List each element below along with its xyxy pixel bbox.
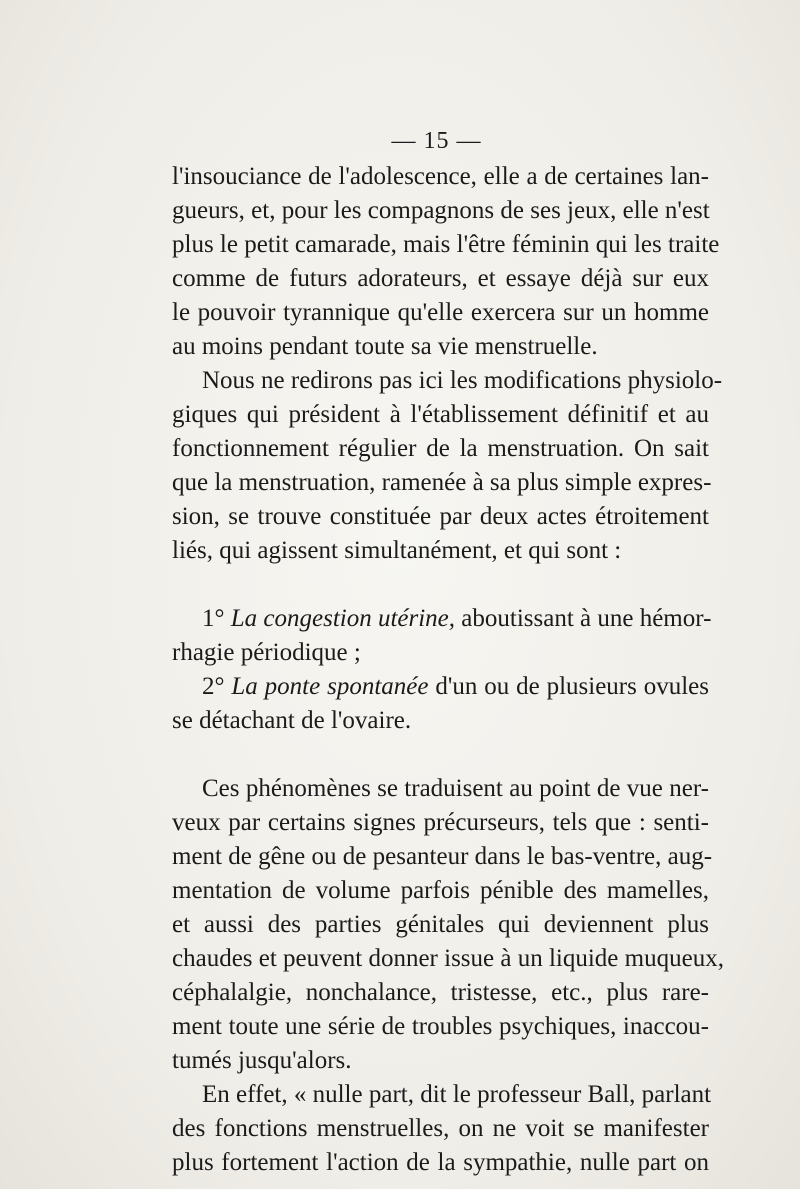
list-text: aboutissant à une hémor- bbox=[461, 605, 712, 632]
text-line: fonctionnement régulier de la menstruation. On sait bbox=[172, 435, 709, 462]
page-number: — 15 — bbox=[391, 128, 482, 154]
text-line: giques qui président à l'établissement définitif et au bbox=[172, 401, 709, 428]
list-term: La congestion utérine, bbox=[230, 605, 456, 632]
text-line: tumés jusqu'alors. bbox=[172, 1047, 352, 1074]
text-line: veux par certains signes précurseurs, tels que : senti- bbox=[172, 809, 709, 836]
paragraph-2 bbox=[172, 364, 723, 568]
text-line: plus fortement l'action de la sympathie, nulle part on bbox=[172, 1149, 709, 1176]
text-line: rhagie périodique ; bbox=[172, 639, 361, 666]
text-line: comme de futurs adorateurs, et essaye déjà sur eux bbox=[172, 265, 709, 292]
paragraph-3 bbox=[172, 772, 724, 1078]
text-line: Nous ne redirons pas ici les modifications physiolo- bbox=[202, 367, 723, 394]
list-item-1 bbox=[172, 602, 712, 636]
text-line: ment toute une série de troubles psychiques, inaccou- bbox=[172, 1013, 709, 1040]
text-line: plus le petit camarade, mais l'être féminin qui les traite bbox=[172, 231, 720, 258]
paragraph-1 bbox=[172, 160, 720, 364]
text-line: se détachant de l'ovaire. bbox=[172, 707, 412, 734]
text-line: le pouvoir tyrannique qu'elle exercera sur un homme bbox=[172, 299, 709, 326]
list-number: 1° bbox=[202, 605, 225, 632]
text-line: chaudes et peuvent donner issue à un liquide muqueux, bbox=[172, 945, 724, 972]
text-line: l'insouciance de l'adolescence, elle a de certaines lan- bbox=[172, 163, 709, 190]
text-line: que la menstruation, ramenée à sa plus simple expres- bbox=[172, 469, 712, 496]
list-text: d'un ou de plusieurs ovules bbox=[435, 673, 710, 700]
text-line: mentation de volume parfois pénible des mamelles, bbox=[172, 877, 709, 904]
list-item-2 bbox=[172, 670, 709, 704]
text-line: En effet, « nulle part, dit le professeur Ball, parlant bbox=[202, 1081, 712, 1108]
list-number: 2° bbox=[202, 673, 225, 700]
numbered-list bbox=[172, 602, 712, 738]
text-line: des fonctions menstruelles, on ne voit se manifester bbox=[172, 1115, 709, 1142]
paragraph-4 bbox=[172, 1078, 712, 1180]
text-block bbox=[172, 160, 724, 1180]
text-line: ment de gêne ou de pesanteur dans le bas-ventre, aug- bbox=[172, 843, 713, 870]
text-line: liés, qui agissent simultanément, et qui sont : bbox=[172, 537, 622, 564]
text-line: au moins pendant toute sa vie menstruelle. bbox=[172, 333, 598, 360]
text-line: gueurs, et, pour les compagnons de ses jeux, elle n'est bbox=[172, 197, 710, 224]
list-term: La ponte spontanée bbox=[231, 673, 429, 700]
text-line: et aussi des parties génitales qui deviennent plus bbox=[172, 911, 709, 938]
text-line: Ces phénomènes se traduisent au point de vue ner- bbox=[202, 775, 709, 802]
text-line: céphalalgie, nonchalance, tristesse, etc., plus rare- bbox=[172, 979, 709, 1006]
text-line: sion, se trouve constituée par deux actes étroitement bbox=[172, 503, 709, 530]
